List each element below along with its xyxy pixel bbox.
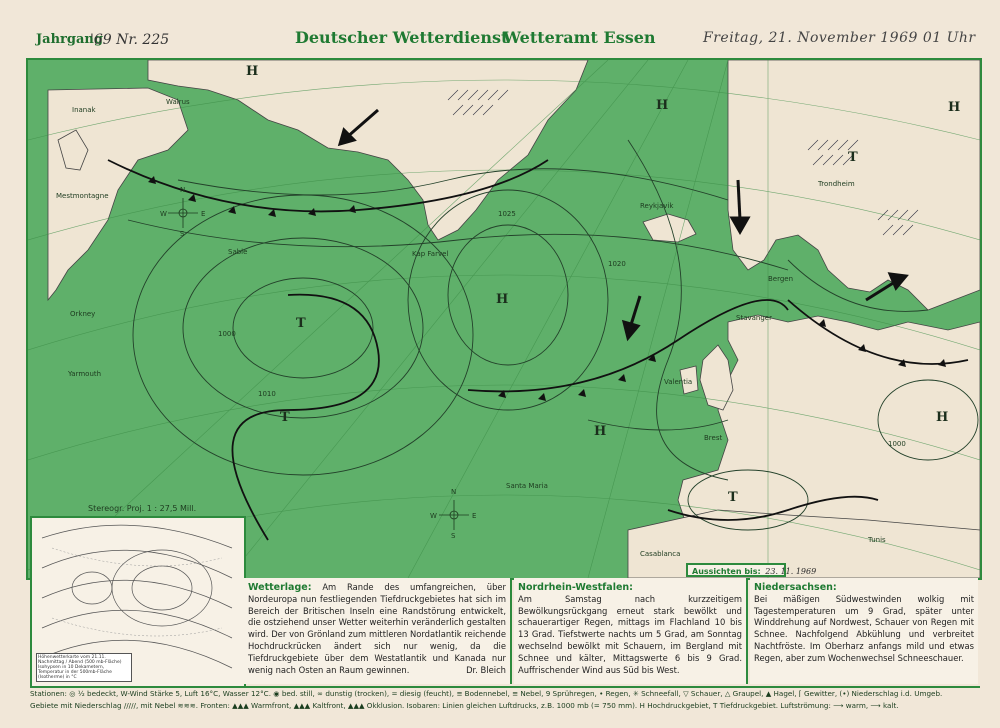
pressure-label-t: T bbox=[296, 316, 306, 331]
compass-letter: E bbox=[472, 512, 477, 520]
compass-letter: N bbox=[180, 186, 186, 194]
greenland-land bbox=[148, 60, 588, 240]
office-title: Wetteramt Essen bbox=[503, 28, 656, 47]
pressure-label-t: T bbox=[848, 150, 858, 165]
nds-title: Niedersachsen: bbox=[754, 582, 837, 593]
isobar-value: 1025 bbox=[498, 210, 516, 218]
wetterlage-panel bbox=[244, 578, 512, 684]
isobar-value: 1000 bbox=[888, 440, 906, 448]
weather-map bbox=[26, 58, 982, 580]
place-label: Santa Maria bbox=[506, 482, 548, 490]
compass-letter: E bbox=[201, 210, 206, 218]
pressure-label-t: T bbox=[728, 490, 738, 505]
service-title: Deutscher Wetterdienst bbox=[295, 28, 509, 47]
iceland-land bbox=[643, 214, 696, 242]
place-label: Sable bbox=[228, 248, 248, 256]
wetterlage-author: Dr. Bleich bbox=[466, 664, 506, 675]
compass-roses bbox=[168, 198, 469, 530]
legend-row-fronts: Gebiete mit Niederschlag /////, mit Nebel ≋≋≋. Fronten: ▲▲▲ Warmfront, ▲▲▲ Kaltfront, ▲▲▲ Okklusion. Isobaren: Linien gleichen Luftdrucks, z.B. 1000 mb (= 750 mm). H Hochdruckgebiet, T Tiefdruckgebiet. Luftströmung: ⟶ warm, ⟶ kalt. bbox=[30, 701, 899, 710]
place-label: Reykjavik bbox=[640, 202, 674, 210]
nds-text: Bei mäßigen Südwestwinden wolkig mit Tagestemperaturen um 9 Grad, später unter Winddrehung auf Nordwest, Schauer von Regen mit Schnee. Nachfolgend Abkühlung und verbreitet Nachtfröste. Im Oberharz anfangs mild und etwas Regen, aber zum Wochenwechsel Schneeschauer. bbox=[754, 593, 974, 663]
place-label: Orkney bbox=[70, 310, 96, 318]
pressure-label-h: H bbox=[936, 410, 949, 425]
outlook-box bbox=[686, 563, 817, 577]
place-label: Mestmontagne bbox=[56, 192, 109, 200]
place-label: Kap Farvel bbox=[412, 250, 449, 258]
wetterlage-text: Am Rande des umfangreichen, über Nordeuropa nun festliegenden Tiefdruckgebietes hat sich im Bereich der Britischen Inseln eine Randstörung entwickelt, die ostziehend unser Wetter weiterhin veränderlich gestalten wird. Der von Grönland zum mittleren Nordatlantik reichende Hochdruckrücken ändert sich nur wenig, da die Tiefdruckgebiete über dem Westatlantik und Kanada nur wenig nach Osten an Raum gewinnen. bbox=[248, 582, 506, 675]
place-label: Yarmouth bbox=[68, 370, 102, 378]
upper-air-inset-map bbox=[30, 516, 246, 688]
projection-note: Stereogr. Proj. 1 : 27,5 Mill. bbox=[88, 504, 197, 513]
niedersachsen-panel bbox=[750, 578, 978, 684]
place-label: Stavanger bbox=[736, 314, 772, 322]
place-label: Inanak bbox=[72, 106, 96, 114]
land-masses bbox=[48, 60, 980, 578]
place-label: Trondheim bbox=[818, 180, 855, 188]
place-label: Bergen bbox=[768, 275, 794, 283]
header bbox=[0, 22, 1000, 56]
compass-letter: W bbox=[160, 210, 167, 218]
isobar-value: 1010 bbox=[258, 390, 276, 398]
place-label: Brest bbox=[704, 434, 723, 442]
nrw-panel bbox=[514, 578, 748, 684]
pressure-label-h: H bbox=[656, 98, 669, 113]
place-label: Valentia bbox=[664, 378, 693, 386]
wetterlage-title: Wetterlage: bbox=[248, 582, 312, 593]
legend bbox=[30, 686, 980, 724]
compass-letter: S bbox=[180, 230, 185, 238]
place-label: Tunis bbox=[868, 536, 886, 544]
inset-caption: Höhenwetterkarte vom 21.11. Nachmittag / Abend (500 mb-Fläche) Isohypsen in 10 Dekametern, Temperatur in der 500mb-Fläche (Isotherme) in °C bbox=[36, 653, 132, 682]
pressure-label-h: H bbox=[246, 64, 259, 79]
compass-letter: N bbox=[451, 488, 457, 496]
compass-letter: W bbox=[430, 512, 437, 520]
isobar-value: 1000 bbox=[218, 330, 236, 338]
map-date: Freitag, 21. November 1969 01 Uhr bbox=[703, 30, 976, 46]
pressure-label-h: H bbox=[948, 100, 961, 115]
legend-row-stations: Stationen: ◎ ½ bedeckt, W-Wind Stärke 5, Luft 16°C, Wasser 12°C. ◉ bed. still, ∞ dunstig (trocken), = diesig (feucht), ≡ Bodennebel, ≡ Nebel, 9 Sprühregen, • Regen, ✳ Schneefall, ▽ Schauer, △ Graupel, ▲ Hagel, ⌈ Gewitter, (•) Niederschlag i.d. Umgeb. bbox=[30, 689, 943, 698]
outlook-label: Aussichten bis: bbox=[692, 567, 761, 576]
pressure-label-t: T bbox=[280, 410, 290, 425]
pressure-label-h: H bbox=[496, 292, 509, 307]
outlook-date: 23. 11. 1969 bbox=[765, 567, 817, 576]
place-label: Walrus bbox=[166, 98, 190, 106]
compass-letter: S bbox=[451, 532, 456, 540]
nrw-title: Nordrhein-Westfalen: bbox=[518, 582, 633, 593]
issue-number: '69 Nr. 225 bbox=[90, 32, 170, 48]
pressure-label-h: H bbox=[594, 424, 607, 439]
jahrgang-label: Jahrgang bbox=[36, 32, 103, 47]
nrw-text: Am Samstag nach kurzzeitigem Bewölkungsrückgang erneut stark bewölkt und schauerartiger Regen, mittags im Flachland 10 bis 13 Grad. Tiefstwerte nachts um 5 Grad, am Sonntag wechselnd bewölkt mit Schauern, im Bergland mit Schnee und kälter, Mittagswerte 6 bis 9 Grad. Auffrischender Wind aus Süd bis West. bbox=[518, 593, 742, 675]
place-label: Casablanca bbox=[640, 550, 681, 558]
map-drawing bbox=[28, 60, 980, 578]
isobar-value: 1020 bbox=[608, 260, 626, 268]
